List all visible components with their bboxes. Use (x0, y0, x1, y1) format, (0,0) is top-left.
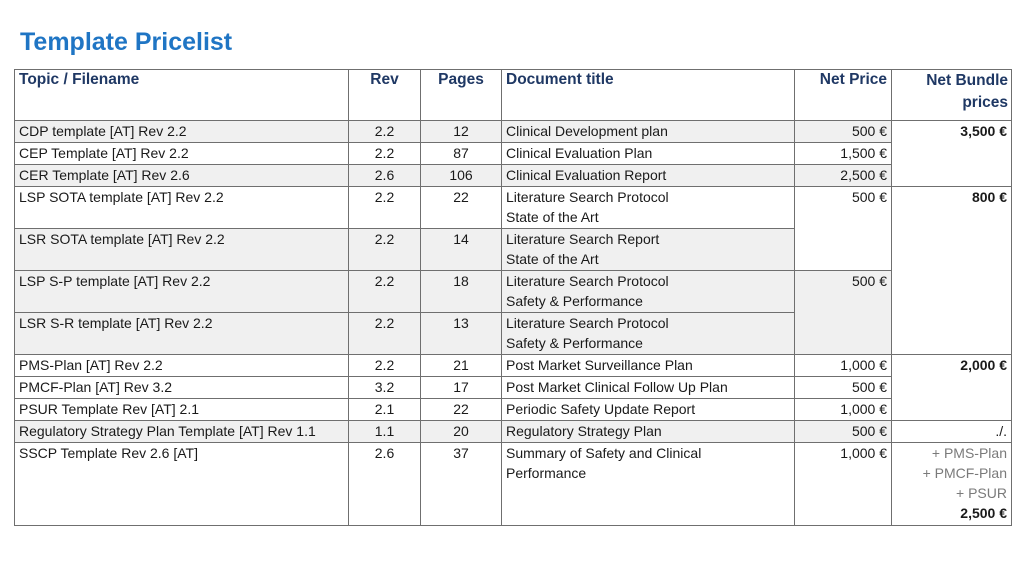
document-title-line2: State of the Art (506, 251, 599, 267)
cell-bundle-clinical: 3,500 € (892, 121, 1012, 187)
header-net-price: Net Price (795, 70, 892, 121)
pricelist-table (14, 69, 1012, 526)
cell-document-title: Clinical Evaluation Report (502, 165, 795, 187)
sscp-bundle-pms-plan: + PMS-Plan (931, 445, 1007, 461)
cell-pages: 18 (421, 271, 502, 313)
cell-document-title (502, 187, 795, 229)
table-row (15, 399, 1012, 421)
cell-topic: CEP Template [AT] Rev 2.2 (15, 143, 349, 165)
cell-bundle-post-market: 2,000 € (892, 355, 1012, 421)
page-title: Template Pricelist (20, 28, 233, 56)
cell-document-title: Post Market Surveillance Plan (502, 355, 795, 377)
cell-rev: 2.1 (349, 399, 421, 421)
cell-net-price: 1,000 € (795, 443, 892, 526)
cell-net-price: 500 € (795, 187, 892, 271)
cell-topic: LSR S-R template [AT] Rev 2.2 (15, 313, 349, 355)
cell-pages: 22 (421, 399, 502, 421)
document-title-line2: Performance (506, 465, 587, 481)
cell-topic: Regulatory Strategy Plan Template [AT] Rev 1.1 (15, 421, 349, 443)
sscp-bundle-pmcf-plan: + PMCF-Plan (922, 465, 1007, 481)
document-title-line1: Literature Search Protocol (506, 273, 669, 289)
cell-net-price: 500 € (795, 271, 892, 355)
cell-rev: 2.2 (349, 229, 421, 271)
cell-topic: PSUR Template Rev [AT] 2.1 (15, 399, 349, 421)
cell-document-title (502, 271, 795, 313)
cell-pages: 12 (421, 121, 502, 143)
document-title-line1: Literature Search Protocol (506, 189, 669, 205)
cell-net-price: 1,500 € (795, 143, 892, 165)
cell-net-price: 500 € (795, 121, 892, 143)
cell-rev: 2.2 (349, 313, 421, 355)
header-net-bundle-prices (892, 70, 1012, 121)
cell-net-price: 500 € (795, 421, 892, 443)
table-row (15, 121, 1012, 143)
cell-document-title: Clinical Development plan (502, 121, 795, 143)
table-row (15, 143, 1012, 165)
sscp-bundle-total: 2,500 € (960, 505, 1007, 521)
cell-topic: PMCF-Plan [AT] Rev 3.2 (15, 377, 349, 399)
cell-pages: 14 (421, 229, 502, 271)
cell-net-price: 1,000 € (795, 399, 892, 421)
sscp-bundle-psur: + PSUR (956, 485, 1007, 501)
table-row (15, 421, 1012, 443)
cell-rev: 2.2 (349, 355, 421, 377)
cell-net-price: 2,500 € (795, 165, 892, 187)
cell-net-price: 1,000 € (795, 355, 892, 377)
cell-document-title: Clinical Evaluation Plan (502, 143, 795, 165)
cell-rev: 2.6 (349, 165, 421, 187)
cell-rev: 2.2 (349, 121, 421, 143)
cell-document-title: Regulatory Strategy Plan (502, 421, 795, 443)
table-row (15, 271, 1012, 313)
table-header-row (15, 70, 1012, 121)
cell-rev: 2.2 (349, 143, 421, 165)
cell-document-title (502, 443, 795, 526)
document-title-line2: Safety & Performance (506, 335, 643, 351)
cell-pages: 87 (421, 143, 502, 165)
cell-topic: CDP template [AT] Rev 2.2 (15, 121, 349, 143)
cell-topic: LSR SOTA template [AT] Rev 2.2 (15, 229, 349, 271)
cell-document-title (502, 229, 795, 271)
header-topic: Topic / Filename (15, 70, 349, 121)
cell-topic: SSCP Template Rev 2.6 [AT] (15, 443, 349, 526)
cell-pages: 17 (421, 377, 502, 399)
table-row (15, 355, 1012, 377)
cell-document-title (502, 313, 795, 355)
cell-pages: 20 (421, 421, 502, 443)
cell-topic: LSP SOTA template [AT] Rev 2.2 (15, 187, 349, 229)
cell-rev: 1.1 (349, 421, 421, 443)
cell-rev: 2.2 (349, 271, 421, 313)
cell-rev: 3.2 (349, 377, 421, 399)
table-row (15, 377, 1012, 399)
table-row (15, 443, 1012, 526)
cell-rev: 2.6 (349, 443, 421, 526)
document-title-line1: Literature Search Protocol (506, 315, 669, 331)
cell-topic: CER Template [AT] Rev 2.6 (15, 165, 349, 187)
document-title-line1: Literature Search Report (506, 231, 660, 247)
header-document-title: Document title (502, 70, 795, 121)
cell-pages: 13 (421, 313, 502, 355)
document-title-line2: Safety & Performance (506, 293, 643, 309)
cell-pages: 37 (421, 443, 502, 526)
table-row (15, 187, 1012, 229)
header-pages: Pages (421, 70, 502, 121)
cell-net-price: 500 € (795, 377, 892, 399)
cell-bundle-sscp (892, 443, 1012, 526)
header-rev: Rev (349, 70, 421, 121)
document-title-line2: State of the Art (506, 209, 599, 225)
cell-topic: LSP S-P template [AT] Rev 2.2 (15, 271, 349, 313)
header-bundle-line2: prices (962, 94, 1008, 111)
cell-rev: 2.2 (349, 187, 421, 229)
cell-pages: 106 (421, 165, 502, 187)
header-bundle-line1: Net Bundle (926, 72, 1008, 89)
cell-document-title: Periodic Safety Update Report (502, 399, 795, 421)
cell-document-title: Post Market Clinical Follow Up Plan (502, 377, 795, 399)
cell-pages: 22 (421, 187, 502, 229)
cell-bundle-regulatory: ./. (892, 421, 1012, 443)
cell-pages: 21 (421, 355, 502, 377)
cell-topic: PMS-Plan [AT] Rev 2.2 (15, 355, 349, 377)
table-row (15, 165, 1012, 187)
document-title-line1: Summary of Safety and Clinical (506, 445, 702, 461)
cell-bundle-literature: 800 € (892, 187, 1012, 355)
